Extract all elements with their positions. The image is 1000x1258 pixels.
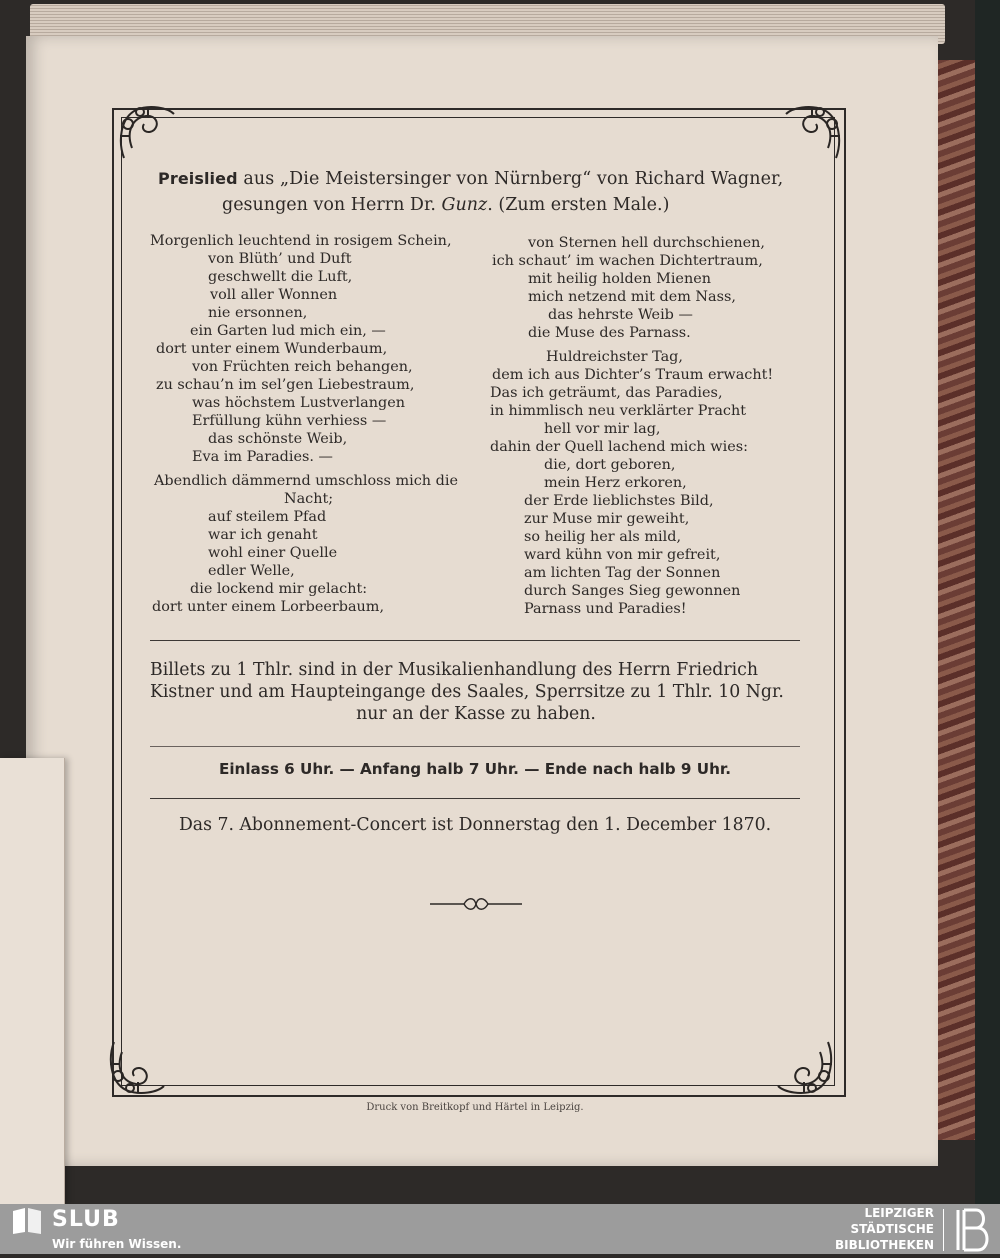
poem-line: Parnass und Paradies! bbox=[524, 601, 687, 617]
poem-line: auf steilem Pfad bbox=[208, 509, 327, 525]
corner-ornament-icon bbox=[104, 1032, 170, 1098]
flourish-icon bbox=[428, 895, 524, 913]
poem-line: mein Herz erkoren, bbox=[544, 475, 687, 491]
singer-name: Gunz bbox=[441, 195, 488, 215]
footer-separator bbox=[943, 1209, 944, 1251]
poem-line: ein Garten lud mich ein, — bbox=[190, 323, 386, 339]
poem-line: dem ich aus Dichter’s Traum erwacht! bbox=[492, 367, 774, 383]
slub-brand[interactable]: SLUB bbox=[52, 1207, 120, 1232]
lsb-line: BIBLIOTHEKEN bbox=[834, 1238, 934, 1252]
poem-line: das hehrste Weib — bbox=[548, 307, 693, 323]
corner-ornament-icon bbox=[772, 1032, 838, 1098]
poem-line: ward kühn von mir gefreit, bbox=[524, 547, 721, 563]
poem-title-rest: aus „Die Meistersinger von Nürnberg“ von Richard Wagner, bbox=[237, 169, 784, 189]
poem-line: wohl einer Quelle bbox=[208, 545, 338, 561]
poem-line: Eva im Paradies. — bbox=[192, 449, 333, 465]
lsb-line: STÄDTISCHE bbox=[850, 1222, 934, 1236]
corner-ornament-icon bbox=[114, 102, 180, 168]
poem-title bbox=[158, 168, 818, 190]
poem-line: Huldreichster Tag, bbox=[546, 349, 683, 365]
poem-line: mich netzend mit dem Nass, bbox=[528, 289, 736, 305]
next-concert-note: Das 7. Abonnement-Concert ist Donnerstag den 1. December 1870. bbox=[178, 815, 772, 835]
divider bbox=[150, 798, 800, 799]
ticket-info bbox=[150, 659, 802, 725]
poem-line: Morgenlich leuchtend in rosigem Schein, bbox=[150, 233, 452, 249]
subtitle-pre: gesungen von Herrn Dr. bbox=[222, 195, 442, 215]
poem-line: der Erde lieblichstes Bild, bbox=[524, 493, 714, 509]
slub-tagline: Wir führen Wissen. bbox=[52, 1237, 182, 1251]
divider bbox=[150, 746, 800, 747]
poem-line: Nacht; bbox=[284, 491, 334, 507]
poem-column-right bbox=[488, 234, 818, 618]
poem-line: nie ersonnen, bbox=[208, 305, 308, 321]
lsb-b-icon[interactable] bbox=[950, 1206, 992, 1254]
poem-line: zu schau’n im sel’gen Liebestraum, bbox=[156, 377, 415, 393]
printer-imprint: Druck von Breitkopf und Härtel in Leipzig. bbox=[366, 1102, 584, 1113]
poem-line: von Sternen hell durchschienen, bbox=[528, 235, 766, 251]
poem-line: von Früchten reich behangen, bbox=[192, 359, 413, 375]
divider bbox=[150, 640, 800, 641]
poem-line: so heilig her als mild, bbox=[524, 529, 682, 545]
poem-line: Das ich geträumt, das Paradies, bbox=[490, 385, 723, 401]
poem-subtitle bbox=[222, 194, 822, 216]
lsb-brand[interactable] bbox=[800, 1205, 934, 1253]
poem-line: was höchstem Lustverlangen bbox=[192, 395, 405, 411]
poem-line: die Muse des Parnass. bbox=[528, 325, 691, 341]
poem-line: die, dort geboren, bbox=[544, 457, 676, 473]
poem-line: von Blüth’ und Duft bbox=[208, 251, 352, 267]
poem-line: am lichten Tag der Sonnen bbox=[524, 565, 721, 581]
poem-line: dort unter einem Wunderbaum, bbox=[156, 341, 388, 357]
lsb-line: LEIPZIGER bbox=[864, 1206, 934, 1220]
subtitle-post: . (Zum ersten Male.) bbox=[487, 195, 670, 215]
book-spine bbox=[975, 0, 1000, 1204]
poem-line: hell vor mir lag, bbox=[544, 421, 661, 437]
slub-book-icon[interactable] bbox=[10, 1205, 44, 1235]
poem-line: ich schaut’ im wachen Dichtertraum, bbox=[492, 253, 763, 269]
poem-line: dort unter einem Lorbeerbaum, bbox=[152, 599, 385, 615]
poem-line: durch Sanges Sieg gewonnen bbox=[524, 583, 741, 599]
poem-line: das schönste Weib, bbox=[208, 431, 348, 447]
poem-line: die lockend mir gelacht: bbox=[190, 581, 368, 597]
poem-column-left bbox=[150, 232, 490, 616]
poem-line: voll aller Wonnen bbox=[210, 287, 338, 303]
poem-line: Abendlich dämmernd umschloss mich die bbox=[154, 473, 458, 489]
ticket-line: Billets zu 1 Thlr. sind in der Musikalienhandlung des Herrn Friedrich bbox=[150, 660, 758, 680]
poem-line: dahin der Quell lachend mich wies: bbox=[490, 439, 748, 455]
facing-page-leaf bbox=[0, 758, 65, 1204]
poem-line: Erfüllung kühn verhiess — bbox=[192, 413, 387, 429]
ticket-line: Kistner und am Haupteingange des Saales, Sperrsitze zu 1 Thlr. 10 Ngr. bbox=[150, 682, 784, 702]
poem-line: geschwellt die Luft, bbox=[208, 269, 353, 285]
poem-line: in himmlisch neu verklärter Pracht bbox=[490, 403, 747, 419]
poem-line: mit heilig holden Mienen bbox=[528, 271, 711, 287]
corner-ornament-icon bbox=[780, 102, 846, 168]
concert-times: Einlass 6 Uhr. — Anfang halb 7 Uhr. — Ende nach halb 9 Uhr. bbox=[218, 760, 732, 778]
poem-title-bold: Preislied bbox=[158, 169, 238, 188]
ticket-line: nur an der Kasse zu haben. bbox=[356, 704, 596, 724]
poem-line: edler Welle, bbox=[208, 563, 295, 579]
poem-line: war ich genaht bbox=[208, 527, 318, 543]
poem-line: zur Muse mir geweiht, bbox=[524, 511, 690, 527]
